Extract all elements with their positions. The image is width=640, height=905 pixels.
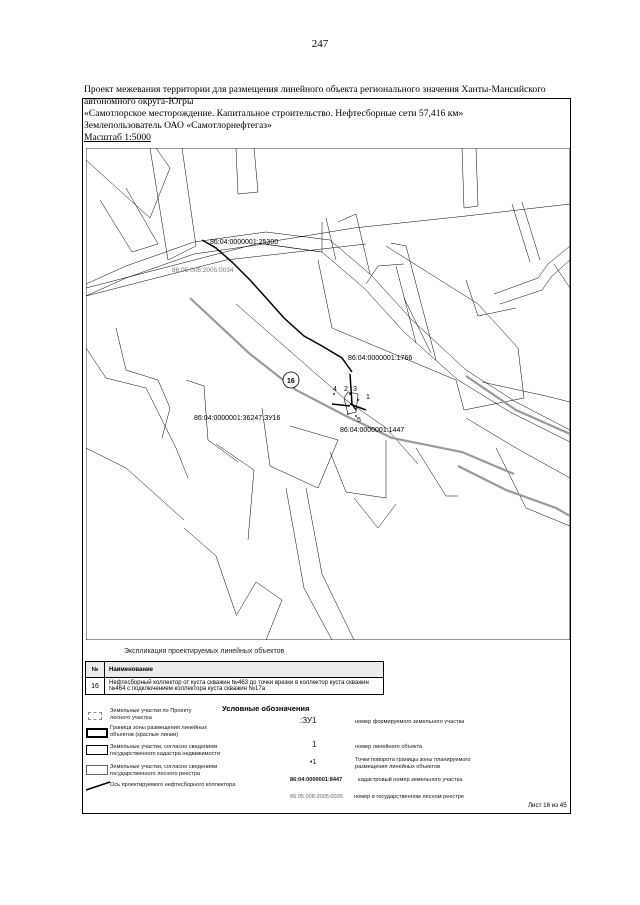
- legend-text-forest-number: номер в государственном лесном реестре: [354, 794, 465, 800]
- legend-swatch-zone-boundary: [86, 728, 108, 738]
- legend-text-turning-point: Точки поворота границы зоны планируемого размещения линейных объектов: [355, 757, 471, 770]
- cadastral-label-2: 86:04:0000001:1766: [348, 355, 413, 362]
- table-row: [86, 678, 384, 695]
- legend-text-object-number: номер линейного объекта: [355, 744, 423, 750]
- legend-item-5: Ось проектируемого нефтесборного коллектора: [110, 782, 236, 788]
- explication-col-name: Наименование: [105, 662, 384, 678]
- legend-symbol-forest-number: 86:05:008:2005:0035: [290, 794, 343, 800]
- explication-col-num: №: [86, 662, 105, 678]
- legend-item-4: Земельные участки, согласно сведениям государственного лесного реестра: [110, 764, 218, 777]
- legend-symbol-zu: :ЗУ1: [300, 716, 317, 725]
- legend-swatch-cadastre: [86, 745, 108, 755]
- point-number-4: 4: [333, 386, 337, 393]
- point-number-1: 1: [366, 394, 370, 401]
- point-number-3: 3: [353, 386, 357, 393]
- map-drawing: [86, 148, 570, 640]
- forest-registry-label: 86:05:008:2005:0034: [172, 267, 234, 274]
- point-number-2: 2: [344, 386, 348, 393]
- header-line-1: Проект межевания территории для размещения линейного объекта регионального значения Ханты-Мансийского: [84, 84, 546, 95]
- cadastral-label-4: 86:04:0000001:1447: [340, 427, 405, 434]
- explication-row-name: Нефтесборный коллектор от куста скважин №463 до точки врезки в коллектор куста скважин №464 с подключением коллектора куста скважин №17а: [105, 678, 384, 695]
- explication-table: [85, 661, 384, 695]
- legend-swatch-forest-project: [88, 712, 102, 720]
- sheet-number: Лист 16 из 45: [528, 802, 567, 809]
- point-number-5: 5: [357, 417, 361, 424]
- legend-swatch-pipeline-axis: [84, 780, 112, 792]
- legend-title: Условные обозначения: [222, 704, 310, 713]
- object-number: 16: [287, 378, 295, 385]
- legend-item-1: Земельные участки по Проекту лесного участка: [110, 708, 192, 721]
- explication-row-num: 16: [86, 678, 105, 695]
- cadastral-label-3: 86:04:0000001:36247:ЗУ16: [194, 415, 281, 422]
- header-line-3: «Самотлорское месторождение. Капитальное строительство. Нефтесборные сети 57,416 км»: [84, 108, 464, 119]
- legend-swatch-forest-registry: [86, 765, 108, 775]
- legend-text-cadastral-number: кадастровый номер земельного участка: [358, 777, 463, 783]
- cadastral-map: [86, 148, 570, 640]
- legend-symbol-cadastral-number: 86:04:0000001:8447: [290, 777, 343, 783]
- map-border: [86, 148, 570, 640]
- header-line-4: Землепользователь ОАО «Самотлорнефтегаз»: [84, 120, 272, 131]
- legend-symbol-object-number: 1: [312, 740, 317, 749]
- legend-symbol-turning-point: •1: [310, 759, 317, 766]
- legend-text-zu: номер формируемого земельного участка: [355, 719, 465, 725]
- cadastral-label-1: 86:04:0000001:25300: [210, 239, 279, 246]
- legend-item-3: Земельные участки, согласно сведениям государственного кадастра недвижимости: [110, 744, 221, 757]
- explication-title: Экспликация проектируемых линейных объектов: [124, 648, 285, 655]
- legend-item-2: Граница зоны размещения линейных объектов (красные линии): [110, 725, 208, 738]
- page-number: 247: [311, 38, 329, 50]
- explication-header-row: [86, 662, 384, 678]
- header-scale: Масштаб 1:5000: [84, 132, 151, 143]
- header-line-2: автономного округа-Югры: [84, 96, 194, 107]
